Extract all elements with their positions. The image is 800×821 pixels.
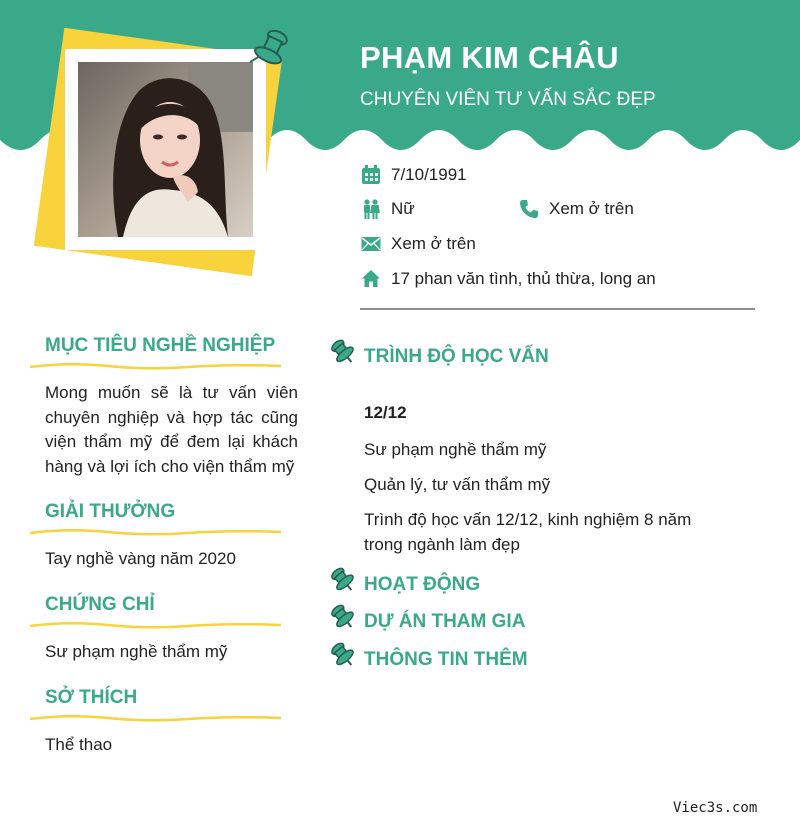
gender-value: Nữ (391, 199, 415, 218)
education-item: Trình độ học vấn 12/12, kinh nghiệm 8 năm trong ngành làm đẹp (364, 510, 692, 554)
photo-pushpin-icon (250, 26, 292, 72)
education-level: 12/12 (364, 403, 407, 422)
education-item: Sư phạm nghề thẩm mỹ (364, 440, 547, 459)
awards-text: Tay nghề vàng năm 2020 (45, 549, 236, 568)
candidate-title: CHUYÊN VIÊN TƯ VẤN SẮC ĐẸP (360, 89, 656, 110)
phone-row (518, 199, 634, 219)
wave-divider (28, 361, 283, 373)
home-icon (360, 269, 382, 289)
section-title-more-info: THÔNG TIN THÊM (364, 649, 528, 670)
section-title-activities: HOẠT ĐỘNG (364, 574, 481, 595)
certificates-text: Sư phạm nghề thẩm mỹ (45, 642, 228, 661)
education-item: Quản lý, tư vấn thẩm mỹ (364, 475, 551, 494)
envelope-icon (360, 234, 382, 254)
section-title-education: TRÌNH ĐỘ HỌC VẤN (364, 346, 549, 367)
pushpin-icon (330, 567, 356, 593)
gender-row (360, 199, 415, 219)
phone-icon (518, 199, 540, 219)
address-value: 17 phan văn tình, thủ thừa, long an (391, 269, 656, 288)
section-title-objective: MỤC TIÊU NGHỀ NGHIỆP (45, 335, 276, 356)
email-row (360, 234, 476, 254)
email-value: Xem ở trên (391, 234, 476, 253)
pushpin-icon (330, 339, 356, 365)
footer-brand: Viec3s.com (673, 800, 758, 816)
section-title-awards: GIẢI THƯỞNG (45, 501, 176, 522)
birthday-row (360, 165, 467, 185)
pushpin-icon (330, 642, 356, 668)
people-icon (360, 199, 382, 219)
calendar-icon (360, 165, 382, 185)
hobbies-text: Thể thao (45, 735, 113, 754)
candidate-name: PHẠM KIM CHÂU (360, 40, 619, 75)
photo-frame (65, 49, 266, 250)
pushpin-icon (330, 604, 356, 630)
profile-photo (78, 62, 253, 237)
wave-divider (28, 527, 283, 539)
address-row (360, 269, 656, 289)
wave-divider (28, 620, 283, 632)
phone-value: Xem ở trên (549, 199, 634, 218)
section-title-hobbies: SỞ THÍCH (45, 687, 138, 708)
section-title-certificates: CHỨNG CHỈ (45, 594, 155, 615)
header-divider (360, 308, 755, 310)
objective-text: Mong muốn sẽ là tư vấn viên chuyên nghiệp và hợp tác cũng viện thẩm mỹ để đem lại khách hàng và lợi ích cho viện thẩm mỹ (45, 383, 298, 476)
section-title-projects: DỰ ÁN THAM GIA (364, 611, 526, 632)
wave-divider (28, 713, 283, 725)
birthday-value: 7/10/1991 (391, 165, 467, 184)
